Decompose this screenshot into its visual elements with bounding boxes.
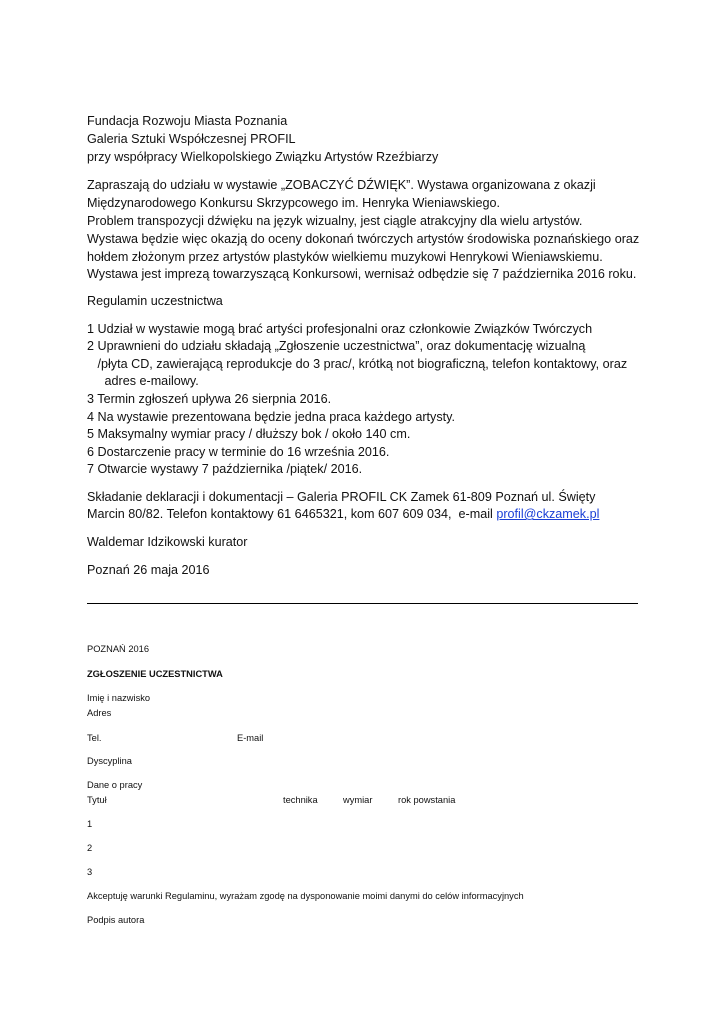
header-line-2: Galeria Sztuki Współczesnej PROFIL [87,132,296,146]
date-line: Poznań 26 maja 2016 [87,563,210,577]
rule-item: 6 Dostarczenie pracy w terminie do 16 września 2016. [87,445,390,459]
rule-item: 4 Na wystawie prezentowana będzie jedna praca każdego artysty. [87,410,455,424]
email-link[interactable]: profil@ckzamek.pl [496,507,600,521]
header-line-1: Fundacja Rozwoju Miasta Poznania [87,114,288,128]
submission-text: Marcin 80/82. Telefon kontaktowy 61 6465321, kom 607 609 034, e-mail [87,507,497,521]
rules-title: Regulamin uczestnictwa [87,294,223,308]
divider [87,603,638,604]
name-label: Imię i nazwisko [87,693,151,703]
col-dimension: wymiar [343,795,373,805]
address-label: Adres [87,708,112,718]
work-row-2: 2 [87,843,93,853]
signature-label: Podpis autora [87,915,145,925]
intro-line: hołdem złożonym przez artystów plastyków wielkiemu muzykowi Henrykowi Wieniawskiemu. [87,250,603,264]
intro-line: Problem transpozycji dźwięku na język wizualny, jest ciągle atrakcyjny dla wielu artystów. [87,214,583,228]
rule-item: adres e-mailowy. [87,374,199,388]
intro-line: Wystawa będzie więc okazją do oceny dokonań twórczych artystów środowiska poznańskiego oraz [87,232,640,246]
intro-line: Wystawa jest imprezą towarzyszącą Konkursowi, wernisaż odbędzie się 7 października 2016 roku. [87,267,637,281]
form-city-year: POZNAŃ 2016 [87,644,150,654]
header-line-3: przy współpracy Wielkopolskiego Związku Artystów Rzeźbiarzy [87,150,439,164]
consent-text: Akceptuję warunki Regulaminu, wyrażam zgodę na dysponowanie moimi danymi do celów informacyjnych [87,891,524,901]
work-row-3: 3 [87,867,93,877]
curator-line: Waldemar Idzikowski kurator [87,535,248,549]
discipline-label: Dyscyplina [87,756,132,766]
intro-line: Zapraszają do udziału w wystawie „ZOBACZYĆ DŹWIĘK”. Wystawa organizowana z okazji [87,178,596,192]
intro-line: Międzynarodowego Konkursu Skrzypcowego im. Henryka Wieniawskiego. [87,196,500,210]
work-row-1: 1 [87,819,93,829]
rule-item: 7 Otwarcie wystawy 7 października /piątek/ 2016. [87,462,363,476]
submission-line-2 [87,505,599,523]
rule-item: 5 Maksymalny wymiar pracy / dłuższy bok / około 140 cm. [87,427,411,441]
rule-item: 3 Termin zgłoszeń upływa 26 sierpnia 2016. [87,392,332,406]
phone-label: Tel. [87,733,102,743]
email-label: E-mail [237,733,264,743]
rule-item: 2 Uprawnieni do udziału składają „Zgłoszenie uczestnictwa”, oraz dokumentację wizualną [87,339,586,353]
form-title: ZGŁOSZENIE UCZESTNICTWA [87,669,223,679]
col-year: rok powstania [398,795,456,805]
col-technique: technika [283,795,318,805]
rule-item: 1 Udział w wystawie mogą brać artyści profesjonalni oraz członkowie Związków Twórczych [87,322,593,336]
rule-item: /płyta CD, zawierającą reprodukcje do 3 prac/, krótką not biograficzną, telefon kontaktowy, oraz [87,357,628,371]
col-title: Tytuł [87,795,107,805]
submission-line-1: Składanie deklaracji i dokumentacji – Galeria PROFIL CK Zamek 61-809 Poznań ul. Święty [87,490,596,504]
work-data-label: Dane o pracy [87,780,143,790]
